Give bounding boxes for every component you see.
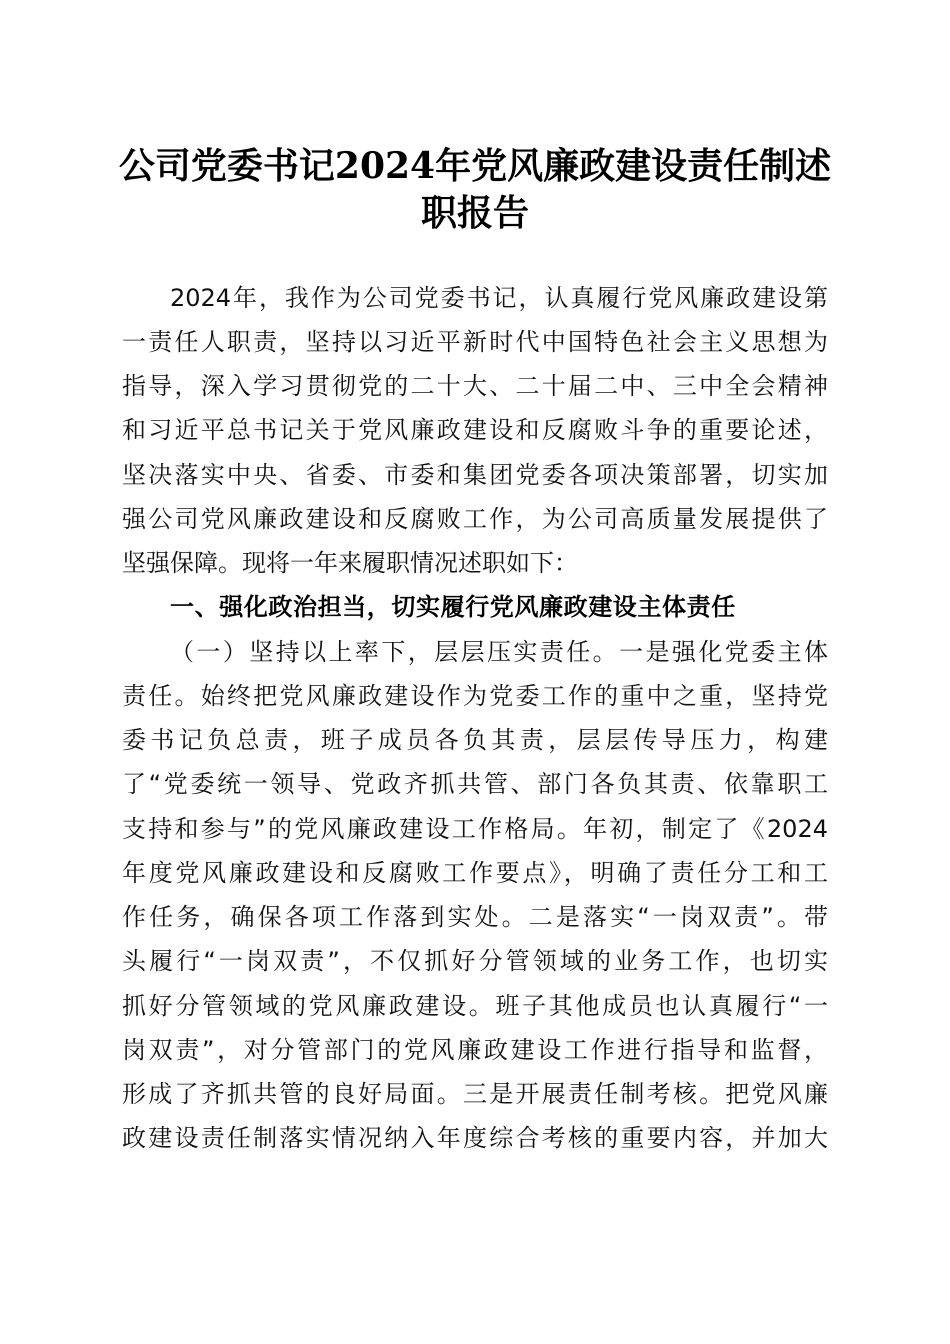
section-paragraph-line: 形成了齐抓共管的良好局面。三是开展责任制考核。把党风廉: [122, 1080, 828, 1108]
section-paragraph-line: 作任务，确保各项工作落到实处。二是落实“一岗双责”。带: [122, 903, 828, 931]
section-paragraph-line: 岗双责”，对分管部门的党风廉政建设工作进行指导和监督，: [122, 1036, 828, 1064]
section-paragraph-line: 责任。始终把党风廉政建设作为党委工作的重中之重，坚持党: [122, 682, 828, 710]
intro-paragraph-line: 指导，深入学习贯彻党的二十大、二十届二中、三中全会精神: [122, 372, 828, 400]
intro-paragraph-line: 和习近平总书记关于党风廉政建设和反腐败斗争的重要论述，: [122, 416, 828, 444]
section-paragraph-line: 年度党风廉政建设和反腐败工作要点》，明确了责任分工和工: [122, 859, 828, 887]
intro-paragraph-line: 2024年，我作为公司党委书记，认真履行党风廉政建设第: [170, 284, 828, 312]
section-paragraph-line: 抓好分管领域的党风廉政建设。班子其他成员也认真履行“一: [122, 992, 828, 1020]
document-title-line-1: 公司党委书记2024年党风廉政建设责任制述: [118, 145, 832, 187]
section-paragraph-line: 支持和参与”的党风廉政建设工作格局。年初，制定了《2024: [122, 815, 828, 843]
section-paragraph-line: 委书记负总责，班子成员各负其责，层层传导压力，构建: [122, 726, 828, 754]
section-paragraph-line: 政建设责任制落实情况纳入年度综合考核的重要内容，并加大: [122, 1124, 828, 1152]
intro-paragraph-line: 坚决落实中央、省委、市委和集团党委各项决策部署，切实加: [122, 461, 828, 489]
section-heading: 一、强化政治担当，切实履行党风廉政建设主体责任: [170, 593, 736, 621]
section-paragraph-line: （一）坚持以上率下，层层压实责任。一是强化党委主体: [170, 638, 828, 666]
intro-paragraph-line: 强公司党风廉政建设和反腐败工作，为公司高质量发展提供了: [122, 505, 828, 533]
intro-paragraph-line: 一责任人职责，坚持以习近平新时代中国特色社会主义思想为: [122, 328, 828, 356]
document-title-line-2: 职报告: [420, 192, 529, 234]
section-paragraph-line: 头履行“一岗双责”，不仅抓好分管领域的业务工作，也切实: [122, 947, 828, 975]
section-paragraph-line: 了“党委统一领导、党政齐抓共管、部门各负其责、依靠职工: [122, 770, 828, 798]
intro-paragraph-line: 坚强保障。现将一年来履职情况述职如下：: [122, 549, 578, 577]
